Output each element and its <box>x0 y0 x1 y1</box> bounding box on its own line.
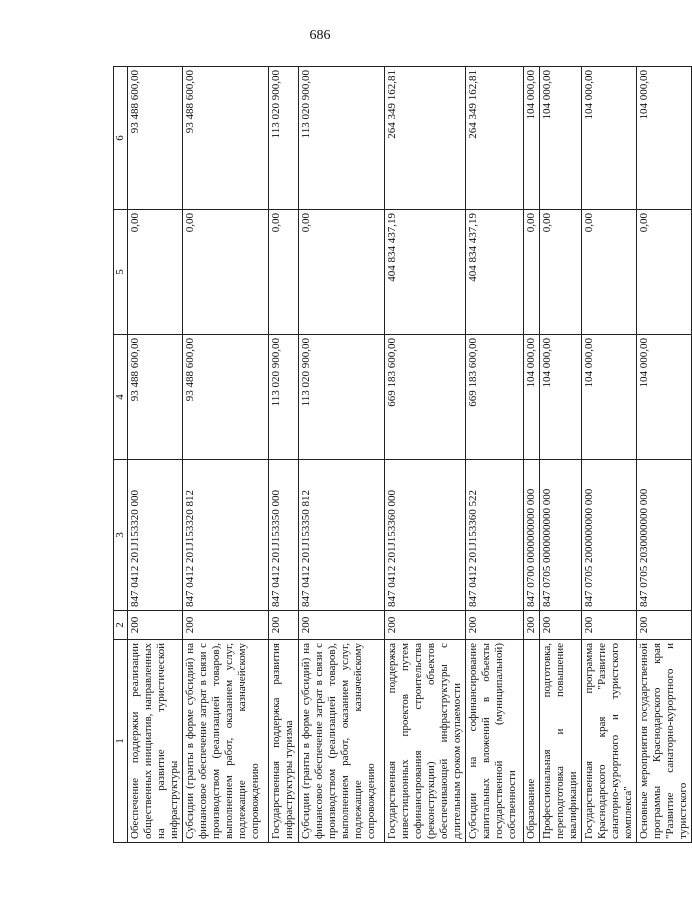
row-value-4: 113 020 900,00 <box>269 335 299 460</box>
row-kbk: 847 0705 0000000000 000 <box>540 460 582 611</box>
row-value-4: 113 020 900,00 <box>299 335 385 460</box>
row-value-4: 104 000,00 <box>637 335 692 460</box>
row-value-4: 104 000,00 <box>524 335 540 460</box>
row-value-6: 113 020 900,00 <box>269 67 299 210</box>
header-cell: 1 <box>114 640 128 843</box>
row-code: 200 <box>466 611 524 640</box>
row-code: 200 <box>637 611 692 640</box>
row-value-4: 104 000,00 <box>582 335 637 460</box>
row-code: 200 <box>269 611 299 640</box>
budget-table <box>113 66 692 843</box>
row-code: 200 <box>582 611 637 640</box>
row-value-6: 264 349 162,81 <box>385 67 466 210</box>
row-value-4: 93 488 600,00 <box>183 335 269 460</box>
row-kbk: 847 0412 201J153350 000 <box>269 460 299 611</box>
row-description: Субсидии (гранты в форме субсидий) на финансовое обеспечение затрат в связи с производством (реализацией товаров), выполнением работ, оказанием услуг, подлежащие казначейскому сопровождению <box>183 640 269 843</box>
row-kbk: 847 0412 201J153360 000 <box>385 460 466 611</box>
table-row <box>540 67 582 843</box>
row-value-4: 93 488 600,00 <box>128 335 183 460</box>
row-code: 200 <box>540 611 582 640</box>
row-code: 200 <box>183 611 269 640</box>
row-value-6: 104 000,00 <box>637 67 692 210</box>
header-cell: 2 <box>114 611 128 640</box>
table-row <box>466 67 524 843</box>
row-value-5: 0,00 <box>299 210 385 335</box>
row-kbk: 847 0705 2030000000 000 <box>637 460 692 611</box>
row-value-5: 404 834 437,19 <box>466 210 524 335</box>
row-value-5: 0,00 <box>637 210 692 335</box>
row-description: Государственная поддержка развития инфраструктуры туризма <box>269 640 299 843</box>
row-value-5: 0,00 <box>524 210 540 335</box>
row-value-5: 404 834 437,19 <box>385 210 466 335</box>
row-value-6: 104 000,00 <box>540 67 582 210</box>
rotated-table-frame <box>113 67 689 843</box>
table-row <box>637 67 692 843</box>
row-code: 200 <box>128 611 183 640</box>
row-value-6: 104 000,00 <box>582 67 637 210</box>
row-value-6: 104 000,00 <box>524 67 540 210</box>
table-row <box>269 67 299 843</box>
row-kbk: 847 0700 0000000000 000 <box>524 460 540 611</box>
row-value-4: 669 183 600,00 <box>466 335 524 460</box>
row-description: Обеспечение поддержки реализации общественных инициатив, направленных на развитие туристической инфраструктуры <box>128 640 183 843</box>
page-number: 686 <box>309 28 331 43</box>
row-kbk: 847 0412 201J153360 522 <box>466 460 524 611</box>
row-value-5: 0,00 <box>582 210 637 335</box>
row-description: Образование <box>524 640 540 843</box>
table-row <box>582 67 637 843</box>
header-cell: 3 <box>114 460 128 611</box>
row-code: 200 <box>299 611 385 640</box>
row-description: Основные мероприятия государственной программы Краснодарского края "Развитие санаторно-курортного и туристского <box>637 640 692 843</box>
table-row <box>299 67 385 843</box>
row-description: Субсидии (гранты в форме субсидий) на финансовое обеспечение затрат в связи с производством (реализацией товаров), выполнением работ, оказанием услуг, подлежащие казначейскому сопровождению <box>299 640 385 843</box>
row-value-4: 104 000,00 <box>540 335 582 460</box>
header-cell: 4 <box>114 335 128 460</box>
table-header-row <box>114 67 128 843</box>
row-value-6: 113 020 900,00 <box>299 67 385 210</box>
table-row <box>128 67 183 843</box>
row-value-5: 0,00 <box>183 210 269 335</box>
row-description: Субсидии на софинансирование капитальных вложений в объекты государственной (муниципальной) собственности <box>466 640 524 843</box>
row-value-4: 669 183 600,00 <box>385 335 466 460</box>
row-description: Государственная программа Краснодарского края "Развитие санаторно-курортного и туристского комплекса" <box>582 640 637 843</box>
row-code: 200 <box>524 611 540 640</box>
row-value-5: 0,00 <box>128 210 183 335</box>
row-description: Профессиональная подготовка, переподготовка и повышение квалификации <box>540 640 582 843</box>
row-value-5: 0,00 <box>540 210 582 335</box>
row-value-5: 0,00 <box>269 210 299 335</box>
row-value-6: 264 349 162,81 <box>466 67 524 210</box>
row-kbk: 847 0412 201J153350 812 <box>299 460 385 611</box>
table-row <box>183 67 269 843</box>
table-row <box>524 67 540 843</box>
table-row <box>385 67 466 843</box>
row-description: Государственная поддержка инвестиционных проектов путем софинансирования строительства (реконструкции) объектов обеспечивающей инфраструктуры с длительным сроком окупаемости <box>385 640 466 843</box>
row-kbk: 847 0412 201J153320 812 <box>183 460 269 611</box>
row-value-6: 93 488 600,00 <box>128 67 183 210</box>
row-kbk: 847 0705 2000000000 000 <box>582 460 637 611</box>
row-code: 200 <box>385 611 466 640</box>
row-value-6: 93 488 600,00 <box>183 67 269 210</box>
header-cell: 6 <box>114 67 128 210</box>
header-cell: 5 <box>114 210 128 335</box>
row-kbk: 847 0412 201J153320 000 <box>128 460 183 611</box>
